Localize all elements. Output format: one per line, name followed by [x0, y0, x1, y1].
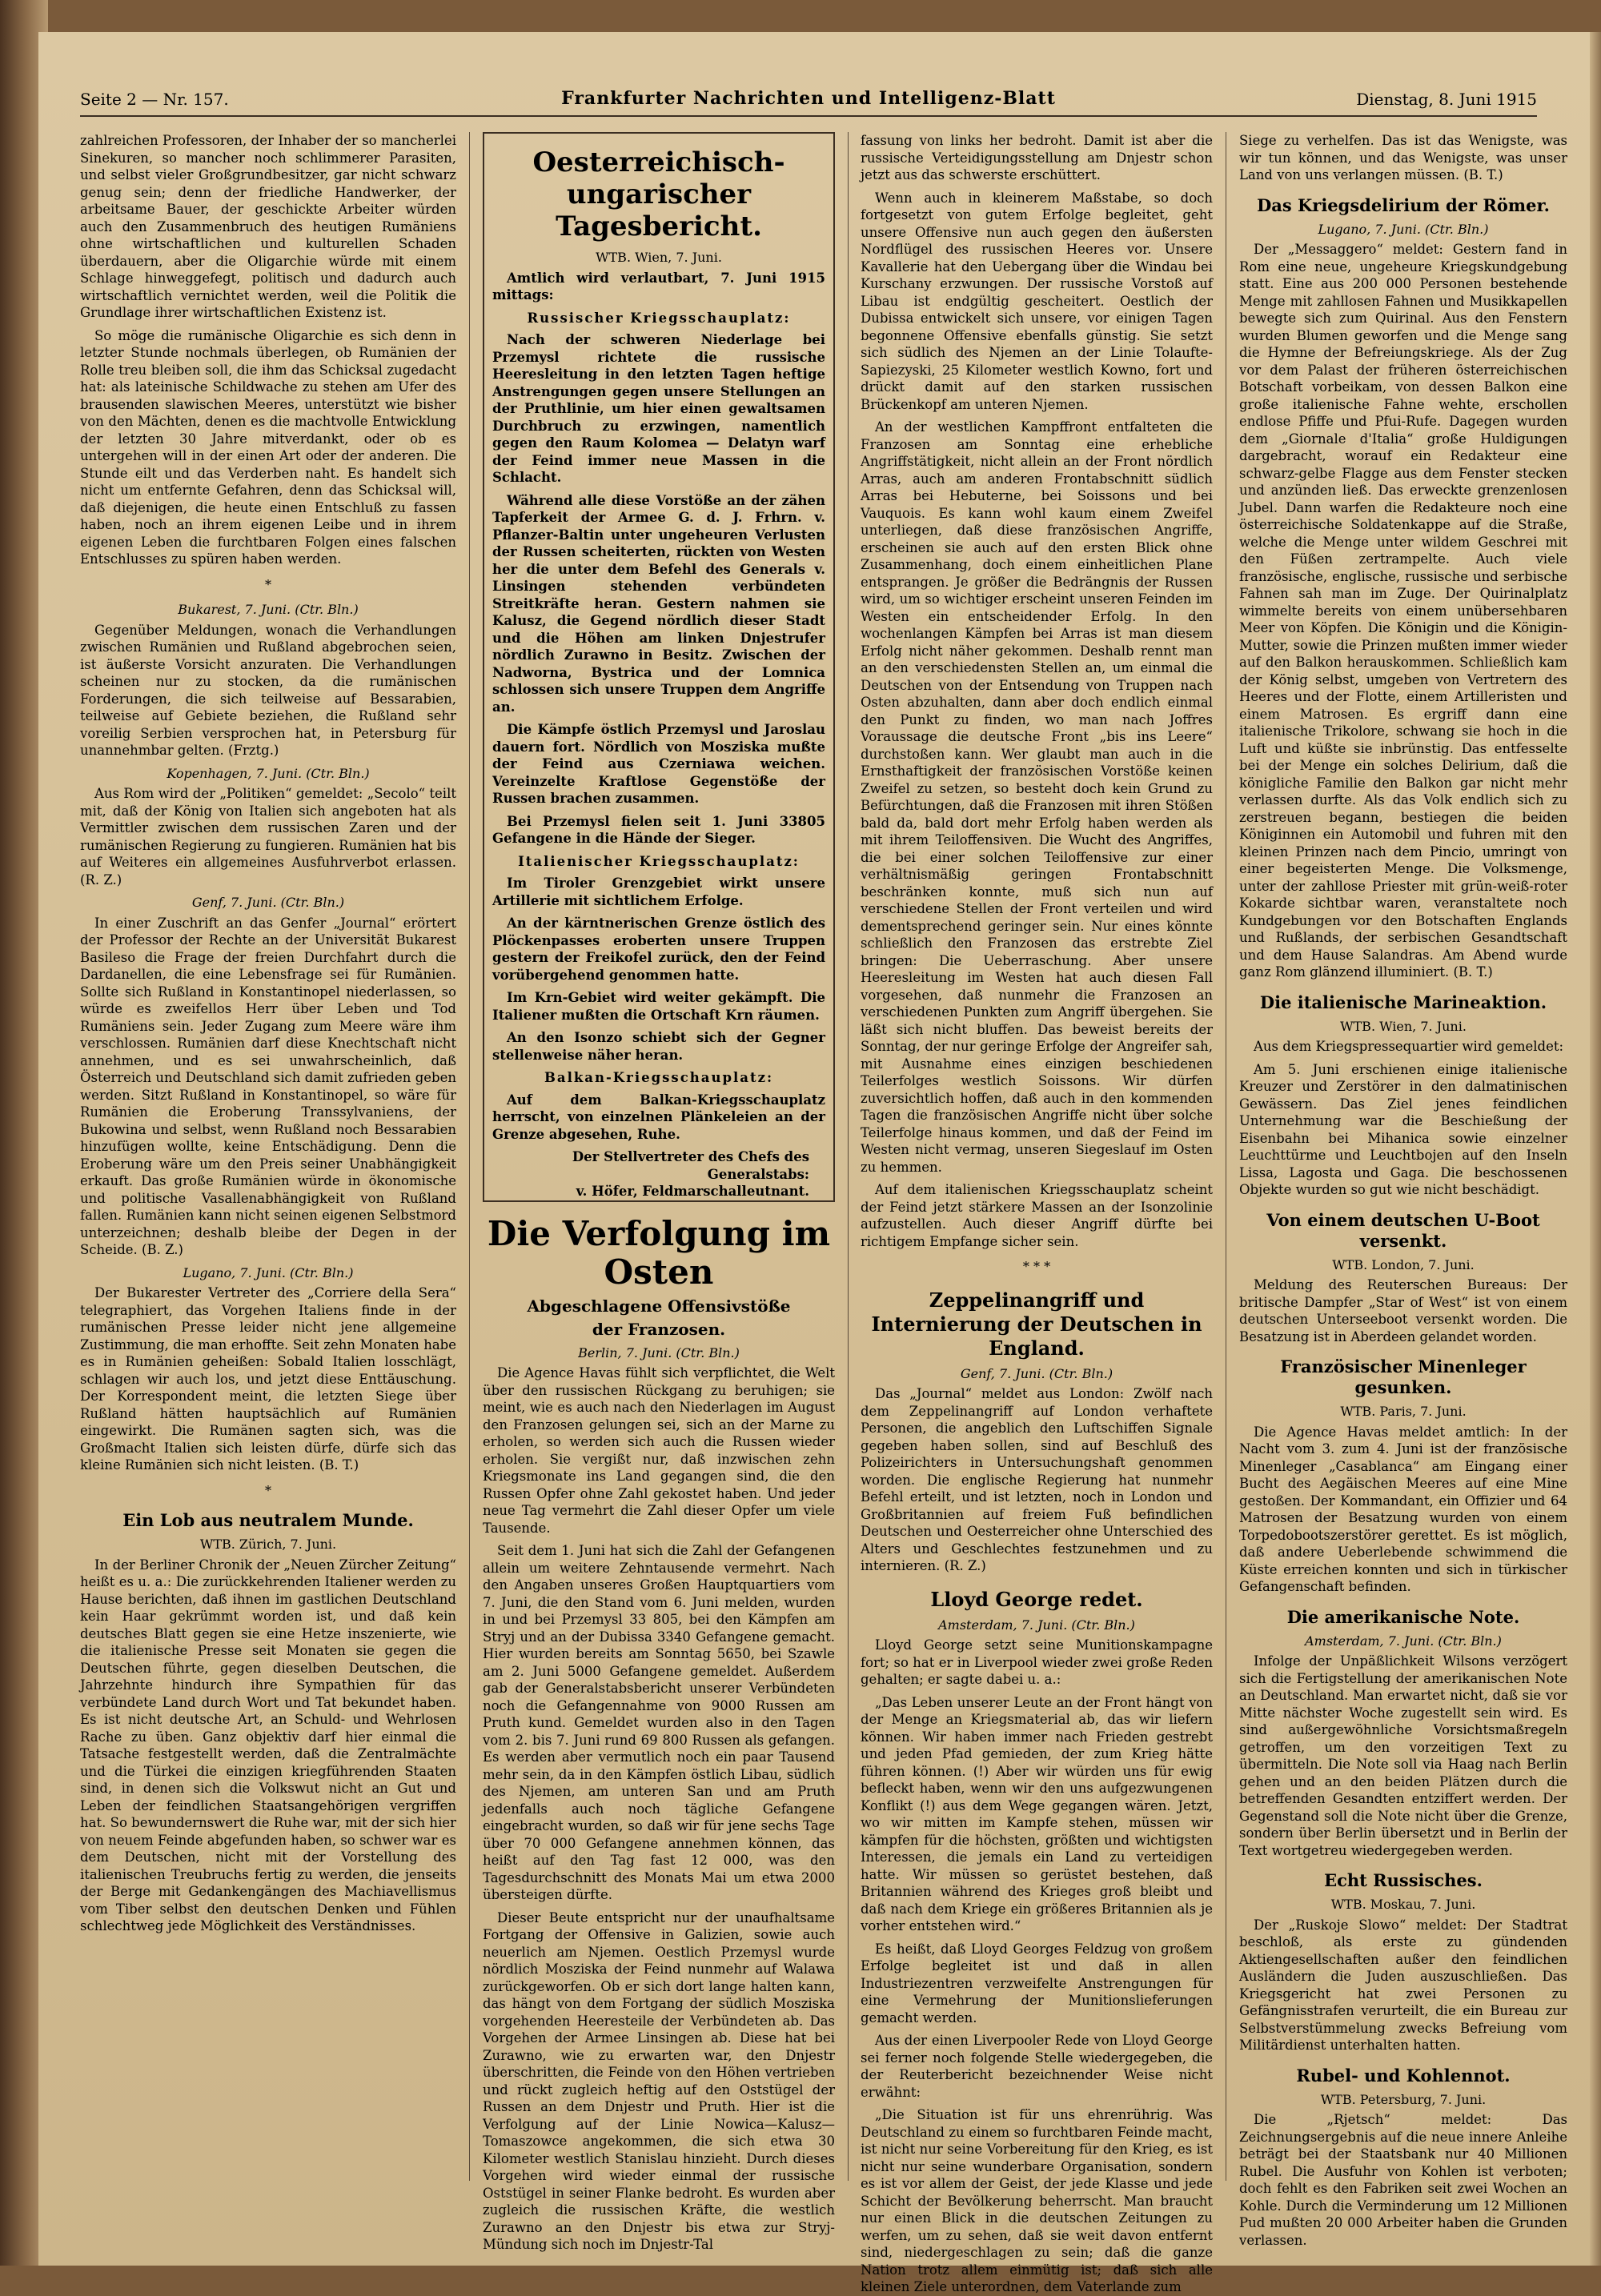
article-paragraph: Der „Messaggero“ meldet: Gestern fand in Rom eine neue, ungeheure Kriegskundgebung statt. Eine aus 200 000 Personen bestehende Menge mit zahllosen Fahnen und Musikkapellen bewegte sich zum Quirinal. Aus den Fenstern wurden Blumen geworfen und die Menge sang die Hymne der Befreiungskriege. Als der Zug vor dem Palast der früheren österreichischen Botschaft vorbeikam, von dessen Balkon eine große italienische Fahne wehte, erschollen endlose Pfiffe und Pfui-Rufe. Dagegen wurden dem „Giornale d'Italia“ große Huldigungen dargebracht, worauf ein Redakteur eine schwarz-gelbe Flagge aus dem Fenster stecken und anzünden ließ. Das erweckte grenzenlosen Jubel. Dann warfen die Redakteure noch eine österreichische Soldatenkappe auf die Straße, welche die Menge unter wildem Geschrei mit den Füßen zertrampelte. Auch viele französische, englische, russische und serbische Fahnen sah man im Zuge. Der Quirinalplatz wimmelte bereits von einem unübersehbaren Meer von Köpfen. Die Königin und die Königin-Mutter, sowie die Prinzen mußten immer wieder auf den Balkon herauskommen. Schließlich kam der König selbst, umgeben von Vertretern des Heeres und der Flotte, einem Artilleristen und einem Matrosen. Es ergriff dann eine italienische Trikolore, schwang sie hoch in die Luft und küßte sie inbrünstig. Das entfesselte bei der Menge ein solches Delirium, daß die königliche Familie den Balkon gar nicht mehr verlassen durfte. Als das Volk endlich sich zu zerstreuen begann, bestiegen die beiden Königinnen ein Automobil und fuhren mit den kleinen Prinzen nach dem Pincio, umringt von einer begeisterten Menge. Die Volksmenge, unter der zahllose Priester mit grün-weiß-roter Kokarde sichtbar waren, veranstaltete noch Kundgebungen vor den Botschaften Englands und Rußlands, der serbischen Gesandtschaft und dem Hause Salandras. Am Abend wurde ganz Rom glänzend illuminiert. (B. T.)	[1239, 242, 1567, 980]
article-headline: Echt Russisches.	[1324, 1870, 1483, 1890]
article-paragraph: So möge die rumänische Oligarchie es sich denn in letzter Stunde nochmals überlegen, ob Rumänien der Rolle treu bleiben soll, die ihm das Schicksal zugedacht hat: als lateinische Schildwache zu stehen am Ufer des brausenden slawischen Meeres, unterstützt wie bisher von den Mächten, denen es die machtvolle Entwicklung der letzten 30 Jahre mitverdankt, oder ob es untergehen will in der einen Art oder der anderen. Die Stunde eilt und das Verderben naht. Es handelt sich nicht um entfernte Gefahren, denn das Schicksal will, daß diejenigen, die heute einen Entschluß zu fassen haben, noch an ihrem eigenen Leibe und in ihrem eigenen Leben die furchtbaren Folgen eines falschen Entschlusses zu spüren haben werden.	[80, 327, 456, 567]
separator-stars: * * *	[1022, 1259, 1051, 1274]
dateline: WTB. Wien, 7. Juni.	[596, 250, 722, 265]
article-headline: Ein Lob aus neutralem Munde.	[122, 1510, 414, 1530]
article-headline: Zeppelinangriff und Internierung der Deutschen in England.	[871, 1288, 1202, 1360]
section-heading: Russischer Kriegsschauplatz:	[527, 310, 791, 326]
dateline: WTB. Zürich, 7. Juni.	[199, 1537, 337, 1552]
article-paragraph: An der westlichen Kampffront entfalteten die Franzosen am Sonntag eine erhebliche Angriffstätigkeit, nicht allein an der Front nördlich Arras, auch am anderen Frontabschnitt südlich Arras bei Hebuterne, bei Soissons und bei Vauquois. Es kann wohl kaum einem Zweifel unterliegen, daß diese französischen Angriffe, erscheinen sie auch auf den ersten Blick ohne Zusammenhang, doch einem einheitlichen Plane entsprangen. Je größer die Bedrängnis der Russen wird, um so wichtiger erscheint unseren Feinden im Westen ein entscheidender Erfolg. In den wochenlangen Kämpfen bei Arras ist man diesem Erfolg nicht näher gekommen. Deshalb rennt man an den verschiedensten Stellen an, um einmal die Deutschen von der Entsendung von Truppen nach Osten abzuhalten, dann aber doch endlich einmal den Punkt zu finden, wo man nach Joffres Voraussage die deutsche Front „bis ins Leere“ durchstoßen kann. Wer glaubt man auch in die Ernsthaftigkeit der französischen Vorstöße keinen Zweifel zu setzen, so besteht doch kein Grund zu Befürchtungen, daß die Franzosen mit ihren Stößen bald da, bald dort mehr Erfolg haben werden als mit ihrem Teiloffensiven. Die Wucht des Angriffes, die bei einer solchen Teiloffensive zur einer verhältnismäßig geringen Frontabschnitt beschränken konnte, muß sich nun auf verschiedene Stellen der Front verteilen und wird dementsprechend geringer sein. Nur eines könnte schließlich den Franzosen das erstrebte Ziel bringen: Die Ueberraschung. Aber unsere Heeresleitung im Westen hat auch diesen Fall vorgesehen, daß nunmehr die Franzosen an verschiedenen Punkten zum Angriff übergehen. Sie läßt sich nicht bluffen. Das beweist bereits der Sonntag, der nur geringe Erfolge der Angreifer sah, mit Ausnahme eines einzigen beschiedenen Teilerfolges westlich Soissons. Wir dürfen zuversichtlich hoffen, daß auch in den kommenden Tagen die französischen Angriffe nicht über solche Teilerfolge hinaus kommen, und daß der Feind im Westen nicht vermag, unseren Siegeslauf im Osten zu hemmen.	[861, 419, 1213, 1175]
dateline: WTB. Petersburg, 7. Juni.	[1320, 2091, 1487, 2107]
article-headline: Die Verfolgung im Osten	[487, 1213, 831, 1292]
article-paragraph: „Das Leben unserer Leute an der Front hängt von der Menge an Kriegsmaterial ab, das wir liefern können. Wir haben immer nach Frieden gestrebt und jeden Pfad gemieden, der zum Krieg hätte führen können. (!) Aber wir würden uns für ewig befleckt haben, wenn wir den uns aufgezwungenen Konflikt (!) aus dem Wege gegangen wären. Jetzt, wo wir mitten im Kampfe stehen, müssen wir kämpfen für die höchsten, größten und wichtigsten Interessen, die jemals ein Land zu verteidigen hatte. Wir müssen so gerüstet bestehen, daß Britannien während des Krieges groß bleibt und daß nach dem Kriege ein größeres Britannien als je vorher entstehen wird.“	[861, 1694, 1213, 1933]
issue-date: Dienstag, 8. Juni 1915	[1356, 90, 1537, 109]
column-4	[1239, 132, 1567, 2248]
article-paragraph: Die Kämpfe östlich Przemysl und Jaroslau dauern fort. Nördlich von Mosziska mußte der Feind aus Czerniawa weichen. Vereinzelte Kraftlose Gegenstöße der Russen brachen zusammen.	[492, 722, 825, 806]
dateline: Genf, 7. Juni. (Ctr. Bln.)	[191, 895, 345, 910]
article-paragraph: Im Tiroler Grenzgebiet wirkt unsere Artillerie mit sichtlichem Erfolge.	[492, 876, 825, 908]
article-paragraph: Es heißt, daß Lloyd Georges Feldzug von großem Erfolge begleitet ist und daß in allen Industriezentren verzweifelte Anstrengungen für eine Vermehrung der Munitionslieferungen gemacht werden.	[861, 1941, 1213, 2026]
article-paragraph: In der Berliner Chronik der „Neuen Zürcher Zeitung“ heißt es u. a.: Die zurückkehrenden Italiener werden zu Hause berichten, daß ihnen im gastlichen Deutschland kein Haar gekrümmt worden ist, und daß kein deutsches Blatt gegen sie eine Hetze inszenierte, wie die italienische Presse seit Monaten sie gegen die Deutschen führte, gegen dieselben Deutschen, die Jahrzehnte hindurch ihre Sympathien für das verbündete Land durch Wort und Tat bekundet haben. Es ist nicht deutsche Art, an Schuld- und Wehrlosen Rache zu üben. Ganz objektiv darf hier einmal die Tatsache festgestellt werden, daß die Zentralmächte und die Türkei die einzigen kriegführenden Staaten sind, in denen sich die Volkswut nicht an Gut und Leben der feindlichen Staatsangehörigen vergriffen hat. So bewundernswert die Ruhe war, mit der sich hier von neuem Feinde abgefunden haben, so schwer war es dem Deutschen, nicht mit der Vorstellung des italienischen Treubruchs fertig zu werden, die jenseits der Berge mit Gedankengängen des Machiavellismus vom Tiber selbst den deutschen Denken und Fühlen schlechtweg jede Möglichkeit des Verständnisses.	[80, 1557, 456, 1933]
article-paragraph: Wenn auch in kleinerem Maßstabe, so doch fortgesetzt von gutem Erfolge begleitet, geht unsere Offensive nun auch gegen den äußersten Nordflügel des russischen Heeres vor. Unsere Kavallerie hat den Uebergang über die Windau bei Kurschany erzwungen. Der russische Vorstoß auf Libau ist endgültig gescheitert. Oestlich der Dubissa entwickelt sich unsere, vor einigen Tagen begonnene Offensive ebenfalls günstig. Sie setzt sich südlich des Njemen an der Linie Tolaufte-Sapiezyski, 25 Kilometer westlich Kowno, fort und drückt damit auf den starken russischen Brückenkopf am unteren Njemen.	[861, 190, 1213, 412]
masthead: Frankfurter Nachrichten und Intelligenz-Blatt	[561, 88, 1056, 109]
page-header	[80, 83, 1537, 117]
article-paragraph: Die Agence Havas fühlt sich verpflichtet, die Welt über den russischen Rückgang zu beruhigen; sie meint, wie es auch nach den Niederlagen im August den Franzosen gelungen sei, sich an der Marne zu erholen, so werden sich auch die Russen wieder erholen. Sie vergißt nur, daß inzwischen zehn Kriegsmonate ins Land gegangen sind, die den Russen Opfer ohne Zahl gekostet haben. Und jeder neue Tag vermehrt die Zahl dieser Opfer um viele Tausende.	[483, 1365, 835, 1536]
column-rule	[848, 132, 849, 2181]
separator-star: *	[265, 576, 271, 592]
signature-line: Der Stellvertreter des Chefs des Generalstabs:	[572, 1149, 809, 1182]
dateline: Amsterdam, 7. Juni. (Ctr. Bln.)	[938, 1617, 1135, 1633]
article-paragraph: Aus Rom wird der „Politiken“ gemeldet: „Secolo“ teilt mit, daß der König von Italien sich angeboten hat als Vermittler zwischen dem russischen Zaren und der rumänischen Regierung zu fungieren. Rumänien hat bis auf Weiteres ein allgemeines Ausfuhrverbot erlassen. (R. Z.)	[80, 786, 456, 888]
dateline: Lugano, 7. Juni. (Ctr. Bln.)	[183, 1264, 354, 1280]
dateline: Genf, 7. Juni. (Ctr. Bln.)	[960, 1365, 1113, 1381]
article-paragraph: Aus dem Kriegspressequartier wird gemeldet:	[1254, 1039, 1564, 1054]
report-lead: Amtlich wird verlautbart, 7. Juni 1915 mittags:	[492, 270, 825, 303]
article-paragraph: Der Bukarester Vertreter des „Corriere della Sera“ telegraphiert, das Vorgehen Italiens finde in der rumänischen Presse leider nicht jene allgemeine Zustimmung, die man erhoffte. Seit zehn Monaten habe es in Rumänien geheißen: Sobald Italien losschlägt, schlagen wir auch los, und jetzt diese Enttäuschung. Der Korrespondent meint, die letzten Siege über Rußland hätten hauptsächlich auf Rumänien eingewirkt. Die Rumänen sagten sich, was die Großmacht Italien sich leisten dürfe, dürfe sich das kleine Rumänien sich nicht leisten. (B. T.)	[80, 1285, 456, 1473]
article-paragraph: Bei Przemysl fielen seit 1. Juni 33805 Gefangene in die Hände der Sieger.	[492, 813, 825, 846]
column-1	[80, 132, 456, 2197]
column-2	[483, 132, 835, 2252]
article-paragraph: Auf dem Balkan-Kriegsschauplatz herrscht, von einzelnen Plänkeleien an der Grenze abgesehen, Ruhe.	[492, 1092, 825, 1142]
article-headline: Das Kriegsdelirium der Römer.	[1257, 194, 1550, 215]
article-paragraph: Die „Rjetsch“ meldet: Das Zeichnungsergebnis auf die neue innere Anleihe beträgt bei der Staatsbank nur 40 Millionen Rubel. Die Ausfuhr von Kohlen ist verboten; doch fehlt es den Fabriken seit zwei Wochen an Kohle. Durch die Verminderung um 12 Millionen Pud mußten 20 000 Arbeiter haben die Grunden verlassen.	[1239, 2112, 1567, 2248]
article-paragraph: „Die Situation ist für uns ehrenrührig. Was Deutschland zu einem so furchtbaren Feinde macht, ist nicht nur seine Vorbereitung für den Krieg, es ist nicht nur seine wunderbare Organisation, sondern es ist vor allem der Geist, der jede Klasse und jede Schicht der Bevölkerung beherrscht. Man braucht nur einen Blick in die deutschen Zeitungen zu werfen, um zu sehen, daß sie weit davon entfernt sind, niedergeschlagen zu sein; daß die ganze Nation trotz allem einmütig ist; daß sich alle kleinen Ziele unterordnen, dem Vaterlande zum	[861, 2107, 1213, 2294]
article-paragraph: Im Krn-Gebiet wird weiter gekämpft. Die Italiener mußten die Ortschaft Krn räumen.	[492, 990, 825, 1023]
article-subheadline: Abgeschlagene Offensivstöße	[527, 1296, 791, 1316]
article-paragraph: An der kärntnerischen Grenze östlich des Plöckenpasses eroberten unsere Truppen gestern der Freikofel zurück, den der Feind vorübergehend genommen hatte.	[492, 916, 825, 983]
article-paragraph: zahlreichen Professoren, der Inhaber der so mancherlei Sinekuren, so mancher noch schlimmerer Parasiten, und selbst vieler Großgrundbesitzer, gar nicht schwarz genug sein; denn der friedliche Handwerker, der arbeitsame Bauer, der geschickte Arbeiter würden auch den Zusammenbruch des heutigen Rumäniens ohne wirtschaftlichen und kulturellen Schaden überdauern, aber die Oligarchie würde mit einem Schlage hinweggefegt, politisch und dadurch auch wirtschaftlich vernichtet werden, weil die Politik die Grundlage ihrer wirtschaftlichen Existenz ist.	[80, 133, 456, 320]
article-paragraph: Seit dem 1. Juni hat sich die Zahl der Gefangenen allein um weitere Zehntausende vermehrt. Nach den Angaben unseres Großen Hauptquartiers vom 7. Juni, die den Stand vom 6. Juni melden, wurden in und bei Przemysl 33 805, bei den Kämpfen am Stryj und an der Dubissa 3340 Gefangene gemacht. Hier wurden bereits am Sonntag 5650, bei Szawle am 2. Juni 5000 Gefangene gemeldet. Außerdem gab der Generalstabsbericht unserer Verbündeten noch die Gefangennahme von 9000 Russen am Pruth kund. Gemeldet wurden also in den Tagen vom 2. bis 7. Juni rund 69 800 Russen als gefangen. Es werden aber vermutlich noch ein paar Tausend mehr sein, da in den Kämpfen östlich Libau, südlich des Njemen, am unteren San und am Pruth jedenfalls auch noch tägliche Gefangene eingebracht wurden, so daß wir für jene sechs Tage über 70 000 Gefangene annehmen können, das heißt auf den Tag fast 12 000, was den Tagesdurchschnitt des Monats Mai um etwa 2000 übersteigen dürfte.	[483, 1543, 835, 1902]
article-paragraph: Während alle diese Vorstöße an der zähen Tapferkeit der Armee G. d. J. Frhrn. v. Pflanzer-Baltin unter ungeheuren Verlusten der Russen scheiterten, rückten von Westen her die unter dem Befehl des Generals v. Linsingen stehenden verbündeten Streitkräfte heran. Gestern nahmen sie Kalusz, die Gegend nördlich dieser Stadt und die Höhen am linken Dnjestrufer nördlich Zurawno in Besitz. Zwischen der Nadworna, Bystrica und der Lomnica schlossen sich unsere Truppen dem Angriffe an.	[492, 492, 825, 715]
article-paragraph: Meldung des Reuterschen Bureaus: Der britische Dampfer „Star of West“ ist von einem deutschen Unterseeboot versenkt worden. Die Besatzung ist in Aberdeen gelandet worden.	[1239, 1277, 1567, 1344]
article-paragraph: An den Isonzo schiebt sich der Gegner stellenweise näher heran.	[492, 1030, 825, 1063]
page-edge	[1590, 32, 1601, 2266]
dateline: Berlin, 7. Juni. (Ctr. Bln.)	[578, 1344, 740, 1360]
dateline: WTB. Wien, 7. Juni.	[1340, 1018, 1467, 1034]
article-subheadline: der Franzosen.	[592, 1319, 726, 1339]
dateline: Kopenhagen, 7. Juni. (Ctr. Bln.)	[167, 765, 370, 781]
dateline: WTB. Moskau, 7. Juni.	[1330, 1897, 1476, 1912]
section-heading: Italienischer Kriegsschauplatz:	[518, 853, 800, 869]
separator-star: *	[265, 1482, 271, 1498]
article-paragraph: Der „Ruskoje Slowo“ meldet: Der Stadtrat beschloß, als erste zu gündenden Aktiengesellschaften außer den feindlichen Ausländern die Juden auszuschließen. Das Kriegsgericht hat zwei Personen zu Gefängnisstrafen verurteilt, die ein Bureau zur Selbstverstümmelung zwecks Befreiung vom Militärdienst unterhalten hatten.	[1239, 1917, 1567, 2053]
article-paragraph: Gegenüber Meldungen, wonach die Verhandlungen zwischen Rumänien und Rußland abgebrochen seien, ist äußerste Vorsicht anzuraten. Die Verhandlungen scheinen nur zu stocken, da die rumänischen Forderungen, die sich teilweise auf Bessarabien, teilweise auf Gebiete beziehen, die Rußland sehr voreilig Serbien versprochen hat, in Petersburg für unannehmbar gelten. (Frztg.)	[80, 622, 456, 758]
article-headline: Französischer Minenleger gesunken.	[1280, 1356, 1527, 1397]
column-rule	[469, 132, 470, 2181]
dateline: WTB. London, 7. Juni.	[1332, 1256, 1475, 1272]
article-paragraph: Siege zu verhelfen. Das ist das Wenigste, was wir tun können, und das Wenigste, was unser Land von uns verlangen müssen. (B. T.)	[1239, 133, 1567, 182]
article-paragraph: In einer Zuschrift an das Genfer „Journal“ erörtert der Professor der Rechte an der Universität Bukarest Basileso die Frage der freien Durchfahrt durch die Dardanellen, die eine Lebensfrage sei für Rumänien. Sollte sich Rußland in Konstantinopel niederlassen, so würde es zweifellos Herr über Leben und Tod Rumäniens sein. Jeder Zugang zum Meere wäre ihm verschlossen. Rumänien darf diese Knechtschaft nicht annehmen, und es sei unwahrscheinlich, daß Österreich und Deutschland sich damit zufrieden geben werden. Sitzt Rußland in Konstantinopel, so wäre für Rumänien die Eroberung Transsylvaniens, der Bukowina und selbst, wenn Rußland noch Bessarabien hinzufügen wollte, keine Entschädigung. Denn die Eroberung wäre um den Preis seiner Unabhängigkeit erkauft. Das große Rumänien würde in ökonomische und politische Vasallenabhängigkeit von Rußland fallen. Rumänien kann nicht seinen eigenen Selbstmord unterzeichnen; deshalb bleibe der Degen in der Scheide. (B. Z.)	[80, 915, 456, 1257]
article-paragraph: Aus der einen Liverpooler Rede von Lloyd George sei ferner noch folgende Stelle wiedergegeben, die der Reuterbericht bezeichnender Weise nicht erwähnt:	[861, 2033, 1213, 2100]
article-headline: Die amerikanische Note.	[1286, 1606, 1520, 1627]
article-headline: Von einem deutschen U-Boot versenkt.	[1266, 1209, 1540, 1251]
article-headline: Rubel- und Kohlennot.	[1296, 2065, 1511, 2086]
dateline: Amsterdam, 7. Juni. (Ctr. Bln.)	[1305, 1633, 1502, 1649]
boxed-report	[483, 132, 835, 1200]
article-headline: Die italienische Marineaktion.	[1259, 992, 1547, 1012]
article-paragraph: Dieser Beute entspricht nur der unaufhaltsame Fortgang der Offensive in Galizien, sowie auch neuerlich am Njemen. Oestlich Przemysl wurde nördlich Mosziska der Feind nunmehr auf Walawa zurückgeworfen. Ob er sich dort lange halten kann, das hängt von dem Fortgang der südlich Mosziska vorgehenden Heeresteile der Verbündeten ab. Das Vorgehen der Armee Linsingen ab. Diese hat bei Zurawno, wie zu erwarten war, den Dnjestr überschritten, die Feinde von den Höhen vertrieben und rückt zugleich heftig auf den Oststügel der Russen an dem Dnjestr und Pruth. Hier ist die Verfolgung auf der Linie Nowica—Kalusz—Tomaszowce angekommen, die sich etwa 30 Kilometer westlich Stanislau hinzieht. Durch dieses Vorgehen wird wieder einmal der russische Oststügel in seiner Flanke bedroht. Es wurden aber zugleich die russischen Kräfte, die westlich Zurawno an den Dnjestr bis etwa zur Stryj-Mündung sich noch im Dnjestr-Tal	[483, 1909, 835, 2252]
page-number: Seite 2 — Nr. 157.	[80, 90, 229, 109]
article-paragraph: Nach der schweren Niederlage bei Przemysl richtete die russische Heeresleitung in den letzten Tagen heftige Anstrengungen gegen unsere Stellungen an der Pruthlinie, um hier einen gewaltsamen Durchbruch zu erzwingen, namentlich gegen den Raum Kolomea — Delatyn warf der Feind immer neue Massen in die Schlacht.	[492, 332, 825, 485]
article-paragraph: Auf dem italienischen Kriegsschauplatz scheint der Feind jetzt stärkere Massen an der Isonzolinie aufzustellen. Auch dieser Angriff dürfte bei richtigem Empfange sicher sein.	[861, 1182, 1213, 1249]
article-paragraph: Die Agence Havas meldet amtlich: In der Nacht vom 3. zum 4. Juni ist der französische Minenleger „Casablanca“ am Eingang einer Bucht des Aegäischen Meeres auf eine Mine gestoßen. Der Kommandant, ein Offizier und 64 Matrosen der Besatzung wurden von einem Torpedobootszerstörer gerettet. Es ist möglich, daß andere Ueberlebende schwimmend die Küste erreichen konnten und sich in türkischer Gefangenschaft befinden.	[1239, 1424, 1567, 1594]
article-paragraph: Am 5. Juni erschienen einige italienische Kreuzer und Zerstörer in den dalmatinischen Gewässern. Das Ziel jenes feindlichen Unternehmung war die Beschießung der Eisenbahn bei Mihanica sowie einzelner Leuchttürme und Leuchtbojen auf den Inseln Lissa, Lagosta und Gaga. Die beschossenen Objekte wurden so gut wie nicht beschädigt.	[1239, 1061, 1567, 1197]
article-headline: Oesterreichisch-ungarischer Tagesbericht.	[532, 146, 785, 242]
signature-line: v. Höfer, Feldmarschalleutnant.	[576, 1184, 809, 1199]
article-headline: Lloyd George redet.	[930, 1587, 1143, 1611]
dateline: WTB. Paris, 7. Juni.	[1340, 1404, 1467, 1419]
article-paragraph: Das „Journal“ meldet aus London: Zwölf nach dem Zeppelinangriff auf London verhaftete Personen, die angeblich den Luftschiffen Signale gegeben haben sollen, sind auf Beschluß des Polizeirichters in Untersuchungshaft genommen worden. Die englische Regierung hat nunmehr Befehl erteilt, und ist letzten, noch in London und Großbritannien auf freiem Fuß befindlichen Deutschen und Oesterreicher ohne Unterschied des Alters und Geschlechtes festzunehmen und zu internieren. (R. Z.)	[861, 1386, 1213, 1573]
article-paragraph: fassung von links her bedroht. Damit ist aber die russische Verteidigungsstellung am Dnjestr schon jetzt aus das schwerste erschüttert.	[861, 133, 1213, 182]
section-heading: Balkan-Kriegsschauplatz:	[544, 1070, 774, 1085]
dateline: Lugano, 7. Juni. (Ctr. Bln.)	[1318, 221, 1489, 237]
dateline: Bukarest, 7. Juni. (Ctr. Bln.)	[178, 602, 359, 617]
article-paragraph: Infolge der Unpäßlichkeit Wilsons verzögert sich die Fertigstellung der amerikanischen Note an Deutschland. Man erwartet nicht, daß sie vor Mitte nächster Woche zugestellt sein wird. Es sind außergewöhnliche Vorsichtsmaßregeln getroffen, um den vorzeitigen Text zu übermitteln. Die Note soll via Haag nach Berlin gehen und an den beiden Plätzen durch die betreffenden Gesandten entziffert werden. Der Gegenstand soll die Note nicht über die Grenze, sondern über Berlin übersetzt und in Berlin der Text wortgetreu wiedergegeben werden.	[1239, 1653, 1567, 1858]
article-paragraph: Lloyd George setzt seine Munitionskampagne fort; so hat er in Liverpool wieder zwei große Reden gehalten; er sagte dabei u. a.:	[861, 1637, 1213, 1687]
box-bottom	[483, 1200, 835, 1202]
column-3	[861, 132, 1213, 2294]
